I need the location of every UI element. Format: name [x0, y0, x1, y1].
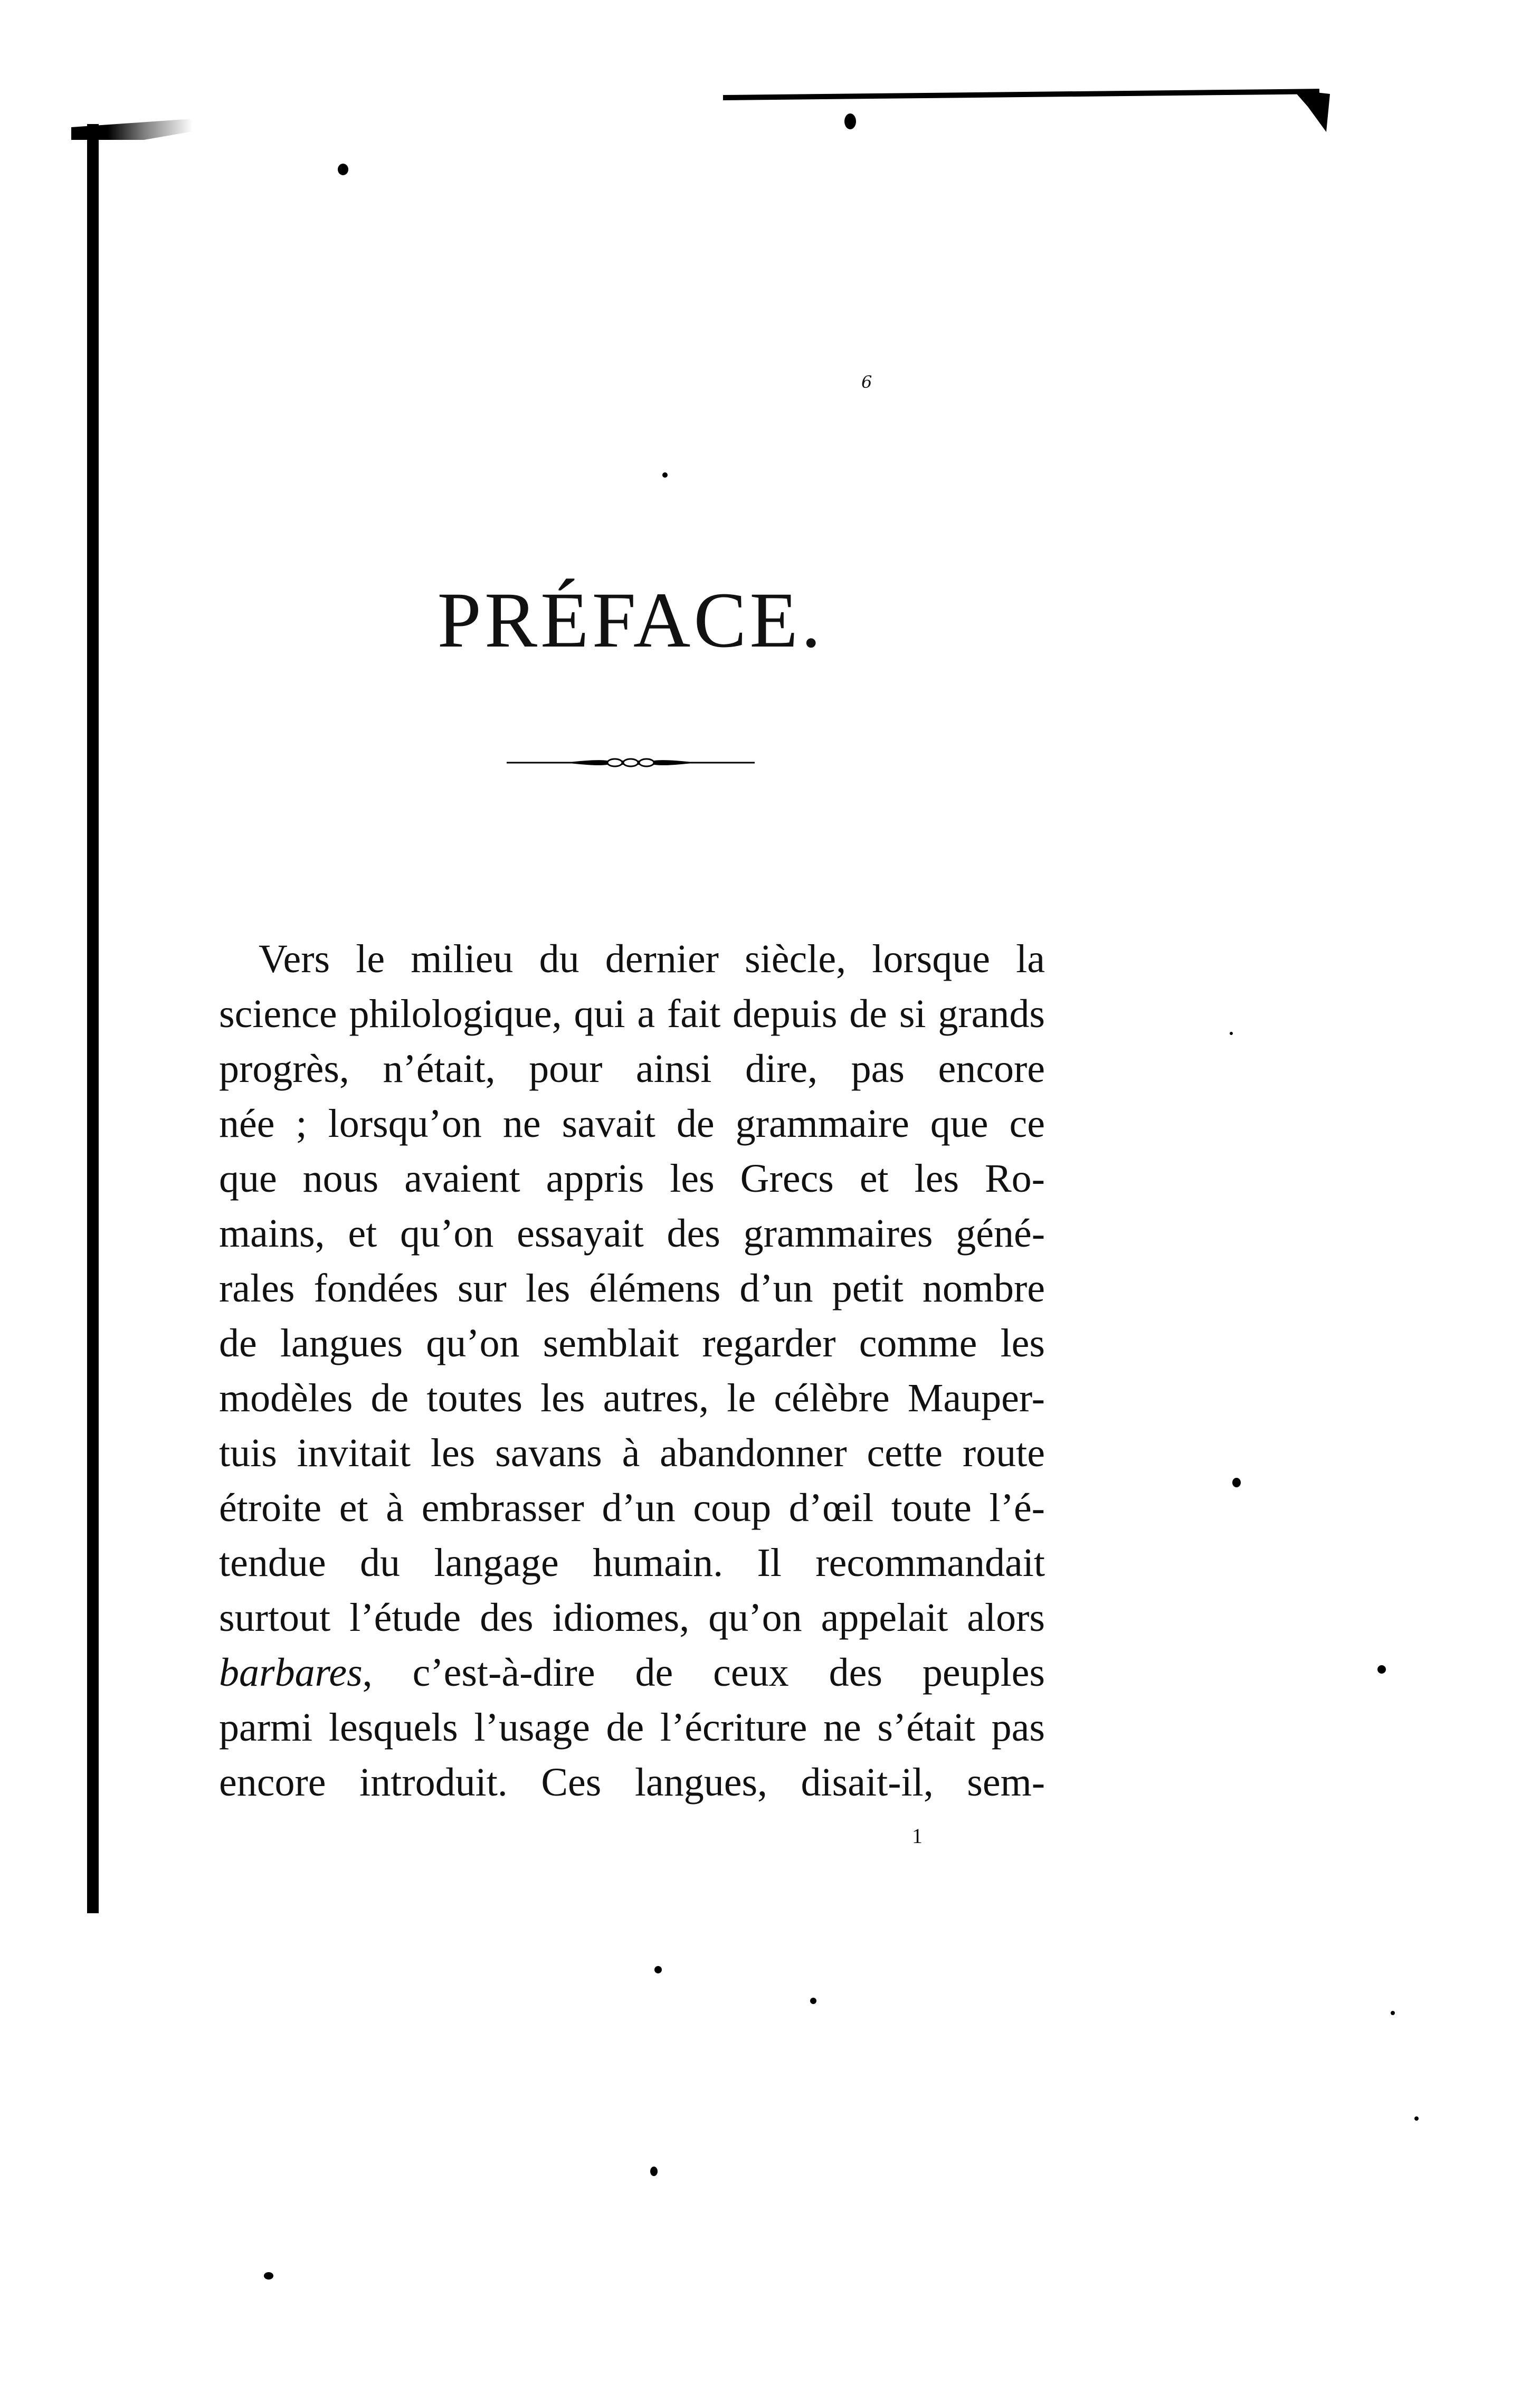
speck: [338, 164, 348, 175]
speck: [662, 472, 668, 478]
speck: [650, 2167, 658, 2176]
scan-corner-mark: [71, 119, 193, 140]
text-line: parmi lesquels l’usage de l’écriture ne s’était pas: [219, 1705, 1045, 1750]
text-line: que nous avaient appris les Grecs et les Ro-: [219, 1156, 1045, 1201]
text-line: mains, et qu’on essayait des grammaires géné-: [219, 1211, 1045, 1256]
scan-binding-edge: [87, 124, 99, 1913]
speck: [1414, 2116, 1419, 2121]
text-line: de langues qu’on semblait regarder comme les: [219, 1321, 1045, 1365]
text-line: tuis invitait les savans à abandonner cette route: [219, 1431, 1045, 1475]
speck: [810, 1998, 816, 2004]
text-line: rales fondées sur les élémens d’un petit nombre: [219, 1266, 1045, 1311]
text-line: étroite et à embrasser d’un coup d’œil toute l’é-: [219, 1486, 1045, 1530]
signature-mark: 1: [912, 1824, 923, 1848]
text-line: tendue du langage humain. Il recommandait: [219, 1541, 1045, 1585]
ornamental-rule: [507, 755, 755, 771]
text-line: Vers le milieu du dernier siècle, lorsque la: [259, 937, 1045, 981]
speck: [654, 1966, 662, 1973]
speck: [264, 2272, 273, 2280]
speck: [1377, 1665, 1386, 1674]
page-number-mark: 6: [861, 372, 872, 392]
text-line: science philologique, qui a fait depuis de si grands: [219, 992, 1045, 1036]
text-line: née ; lorsqu’on ne savait de grammaire que ce: [219, 1101, 1045, 1146]
speck: [1230, 1032, 1233, 1035]
text-line: modèles de toutes les autres, le célèbre Mauper-: [219, 1376, 1045, 1420]
scan-top-corner: [1293, 90, 1330, 132]
text-line: surtout l’étude des idiomes, qu’on appelait alors: [219, 1596, 1045, 1640]
speck: [1232, 1478, 1241, 1487]
text-line: progrès, n’était, pour ainsi dire, pas encore: [219, 1047, 1045, 1091]
speck: [844, 113, 856, 129]
page-title: PRÉFACE.: [437, 576, 824, 664]
scan-top-edge: [723, 89, 1319, 100]
text-line: [219, 1645, 1045, 1700]
speck: [1391, 2011, 1395, 2015]
italic-word: barbares: [219, 1650, 363, 1695]
text-fragment: , c’est-à-dire de ceux des peuples: [362, 1650, 1045, 1695]
preface-paragraph: [219, 932, 1045, 1810]
text-line: encore introduit. Ces langues, disait-il, sem-: [219, 1760, 1045, 1805]
